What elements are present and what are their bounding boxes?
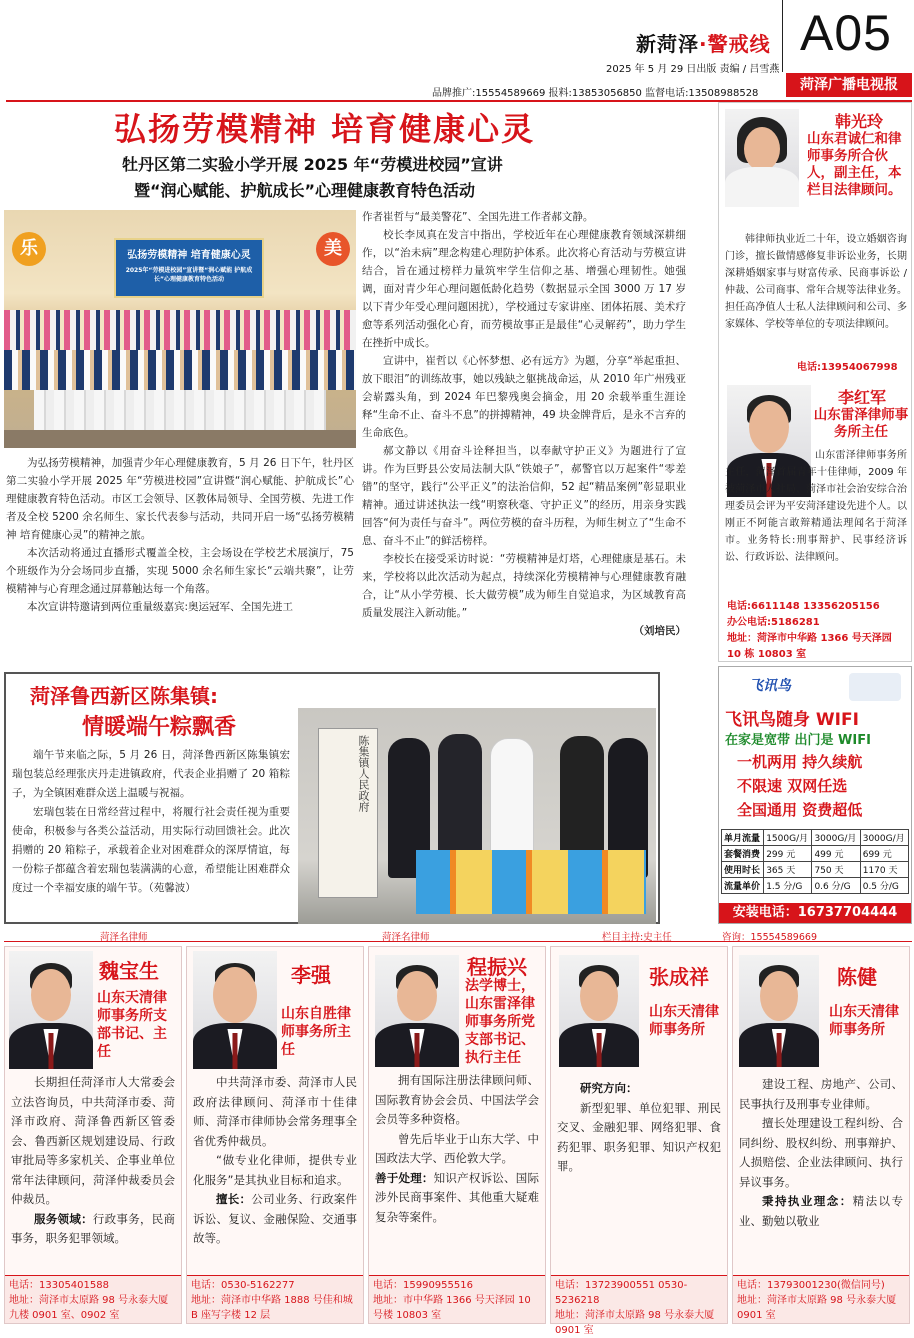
lawyer-name: 陈健 — [837, 965, 877, 989]
lawyer-name: 张成祥 — [649, 965, 709, 989]
lead-photo — [4, 210, 356, 448]
photo-crowd-row-1 — [4, 310, 356, 350]
ad-install-phone: 安装电话：16737704444 — [719, 903, 911, 923]
ad-slogan-1: 在家是宽带 出门是 WIFI — [725, 733, 871, 748]
ad-slogan-2: 一机两用 持久续航 — [737, 753, 863, 771]
avatar — [739, 955, 819, 1067]
photo-banner: 弘扬劳模精神 培育健康心灵 2025年“劳模进校园”宣讲暨“润心赋能 护航成长”心理健康教育特色活动 — [114, 238, 264, 298]
second-title-1: 菏泽鲁西新区陈集镇: — [30, 684, 218, 708]
sidebar-lawyer-bio-1: 韩律师执业近二十年，设立婚姻咨询门诊，擅长做情感修复非诉讼业务，长期深耕婚姻家事与财富传承、民商事诉讼 / 仲裁、公司商事、常年合规等法律业务。担任高净值人士私人法律顾问和公司、多家媒体、学校等单位的专项法律顾问。 — [725, 234, 907, 330]
lawyer-contact: 电话：15990955516 地址：市中华路 1366 号天泽园 10 号楼 10803 室 — [369, 1275, 545, 1323]
lawyer-card — [4, 946, 182, 1324]
lawyer-name: 李强 — [291, 963, 331, 987]
lawyer-bio: 拥有国际注册法律顾问师、国际教育协会会员、中国法学会会员等多种资格。 曾先后毕业于山东大学、中国政法大学、西伦敦大学。 善于处理：知识产权诉讼、国际涉外民商事案件、其他重大疑难复杂等案件。 — [375, 1073, 540, 1224]
lawyer-card — [186, 946, 364, 1324]
lead-headline: 弘扬劳模精神 培育健康心灵 — [114, 110, 536, 148]
sidebar-lawyer-name-1: 韩光玲 — [834, 112, 883, 131]
ad-slogan-4: 全国通用 资费超低 — [737, 801, 863, 819]
masthead-contacts: 品牌推广:15554589669 报料:13853056850 监督电话:13508988528 — [432, 88, 759, 99]
sidebar-lawyer-title-1: 山东君诚仁和律师事务所合伙人，副主任，本栏目法律顾问。 — [807, 131, 902, 198]
photo-floor — [4, 430, 356, 448]
lawyer-name: 魏宝生 — [99, 959, 159, 983]
lawyer-bio: 中共菏泽市委、菏泽市人民政府法律顾问、菏泽市十佳律师、菏泽市律师协会常务理事全省优秀仲裁员。 “做专业化律师，提供专业化服务”是其执业目标和追求。 擅长：公司业务、行政案件诉讼、复议、金融保险、交通事故等。 — [193, 1075, 358, 1245]
lead-body-right: 作者崔哲与“最美警花”、全国先进工作者郝文静。 校长李凤真在发言中指出，学校近年在心理健康教育领域深耕细作，以“治未病”理念构建心理防护体系。此次将心育活动与劳模宣讲结合，旨在通过榜样力量筑牢学生信仰之基、增强心理韧性。她强调，面对青少年心理问题低龄化趋势（数据显示全国 3000 万 17 岁以下青少年受心理问题困扰），学校通过专家讲座、团体拓展、美术疗愈等系列活动强化心育，而劳模故事正是最佳“心灵解药”，助力学生在挫折中成长。 宣讲中，崔哲以《心怀梦想、必有远方》为题，分享“举起重担、放下眼泪”的训练故事，她以残缺之躯挑战命运，从 2010 年广州残亚会崭露头角，到 2024 年巴黎残奥会摘金，用 20 余载举重生涯诠释“生命不止、奋斗不息”的拼搏精神，49 块金牌背后，是永不言弃的生命底色。 郝文静以《用奋斗诠释担当，以奉献守护正义》为题进行了宣讲。作为巨野县公安局法制大队“铁娘子”，郝警官以万起案件“零差错”的坚守，践行“公平正义”的法治信仰，52 起“精品案例”彰显职业精神。通过讲述执法一线“明察秋毫、守护正义”的经历，用亲身实践回答“何为责任与奋斗”。两位劳模的奋斗历程，为师生树立了“生命不息、奋斗不止”的鲜活榜样。 李校长在接受采访时说：“劳模精神是灯塔，心理健康是基石。未来，学校将以此次活动为起点，持续深化劳模精神与心理健康教育融合，让“从小学劳模、长大做劳模”成为师生自觉追求，为区域教育高质量发展注入新动能。” （刘培民） — [362, 208, 686, 666]
second-body: 端午节来临之际，5 月 26 日，菏泽鲁西新区陈集镇宏瑞包装总经理张庆丹走进镇政府，代表企业捐赠了 20 箱粽子，为全镇困难群众送上温暖与祝福。 宏瑞包装在日常经营过程中，将履行社会责任视为重要使命，积极参与各类公益活动，用实际行动回馈社会。此次捐赠的 20 箱粽子，承载着企业对困难群众的深厚情谊，每一份粽子都蕴含着宏瑞包装满满的心意，希望能让困难群众度过一个幸福安康的端午节。（苑馨波） — [12, 749, 290, 894]
lawyer-bio: 长期担任菏泽市人大常委会立法咨询员，中共菏泽市委、菏泽市政府、菏泽鲁西新区管委会、鲁西新区规划建设局、行政审批局等多家机关、企事业单位常年法律顾问，菏泽仲裁委员会仲裁员。 服务领域：行政事务，民商事务，职务犯罪领域。 — [11, 1075, 176, 1245]
lawyer-title: 法学博士，山东雷泽律师事务所党支部书记、执行主任 — [465, 978, 535, 1066]
lawyer-contact: 电话：13723900551 0530-5236218 地址：菏泽市太原路 98 号永泰大厦 0901 室 — [551, 1275, 727, 1323]
second-article — [4, 672, 660, 924]
lawyer-title: 山东天清律师事务所支部书记、主任 — [97, 990, 167, 1060]
ad-logo: 飞讯鸟 — [749, 678, 791, 694]
bottom-column-header: 菏泽名律师 菏泽名律师 栏目主持:史主任 咨询：15554589669 — [4, 928, 912, 942]
lead-subtitle-2: 暨“润心赋能、护航成长”心理健康教育特色活动 — [134, 181, 476, 200]
sidebar-lawyer-title-2: 山东雷泽律师事务所主任 — [813, 407, 909, 440]
table-row: 使用时长 365 天 750 天 1170 天 — [722, 862, 909, 878]
avatar — [9, 951, 93, 1069]
ad-slogan-3: 不限速 双网任选 — [737, 777, 848, 795]
sidebar-lawyer-contact-2: 电话:6611148 13356205156 办公电话:5186281 地址：菏泽市中华路 1366 号天泽园 10 栋 10803 室 — [727, 601, 892, 660]
photo-char-left: 乐 — [12, 232, 46, 266]
avatar — [375, 955, 459, 1067]
ad-price-table — [721, 829, 909, 894]
sidebar-lawyers — [718, 102, 912, 662]
edition-line: 2025 年 5 月 29 日出版 责编 / 吕雪燕 — [606, 64, 780, 75]
lead-body-left: 为弘扬劳模精神，加强青少年心理健康教育，5 月 26 日下午，牡丹区第二实验小学开展 2025 年“劳模进校园”宣讲暨“润心赋能、护航成长”心理健康教育特色活动。市区工会领导、区教体局领导、全国劳模、先进工作者及全校 5200 余名师生、家长代表参与活动，共同开启一场“弘扬劳模精神 培育健康心灵”的精神之旅。 本次活动将通过直播形式覆盖全校，主会场设在学校艺术展演厅，75 个班级作为分会场同步直播，实现 5000 余名师生家长“云端共聚”，让劳模精神与心育理念通过屏幕触达每一个角落。 本次宣讲特邀请到两位重量级嘉宾:奥运冠军、全国先进工 — [6, 457, 354, 613]
table-row: 套餐消费 299 元 499 元 699 元 — [722, 846, 909, 862]
lawyer-title: 山东自胜律师事务所主任 — [281, 1006, 351, 1058]
wifi-device-icon — [849, 673, 901, 701]
lawyer-contact: 电话：0530-5162277 地址：菏泽市中华路 1888 号佳和城 B 座写字楼 12 层 — [187, 1275, 363, 1323]
avatar — [559, 955, 639, 1067]
masthead-divider — [782, 0, 783, 72]
page-number: A05 — [800, 5, 892, 61]
lawyer-card — [550, 946, 728, 1336]
lawyer-card — [732, 946, 910, 1324]
photo-crowd-row-2 — [4, 350, 356, 390]
lawyer-bio: 研究方向： 新型犯罪、单位犯罪、刑民交叉、金融犯罪、网络犯罪、食药犯罪、职务犯罪、知识产权犯罪。 — [557, 1081, 721, 1173]
lead-subtitle-1: 牡丹区第二实验小学开展 2025 年“劳模进校园”宣讲 — [122, 155, 503, 174]
lawyer-contact: 电话：13793001230(微信同号) 地址：菏泽市太原路 98 号永泰大厦 0901 室 — [733, 1275, 909, 1323]
lawyer-contact: 电话：13305401588 地址：菏泽市太原路 98 号永泰大厦九楼 0901 室、0902 室 — [5, 1275, 181, 1323]
section-name: 新菏泽·警戒线 — [636, 32, 771, 56]
brand-banner: 菏泽广播电视报 — [786, 73, 912, 97]
sidebar-lawyer-phone-1: 电话:13954067998 — [797, 362, 898, 373]
sidebar-lawyer-bio-2: 山东雷泽律师事务所主任，菏泽首届青年十佳律师，2009 年被菏泽市人社局、菏泽市社会治安综合治理委员会评为平安菏泽建设先进个人。以刚正不阿能言敢辩精通法理闻名于菏泽市。业务特长:刑事辩护、民事经济诉讼、行政诉讼、法律顾问。 — [725, 450, 907, 563]
lead-byline: （刘培民） — [633, 625, 686, 637]
sign-board: 陈集镇人民政府 — [318, 728, 378, 898]
lawyer-title: 山东天清律师事务所 — [649, 1004, 719, 1038]
lawyer-title: 山东天清律师事务所 — [829, 1004, 899, 1038]
table-row: 流量单价 1.5 分/G 0.6 分/G 0.5 分/G — [722, 878, 909, 894]
avatar — [725, 109, 799, 207]
lawyer-name: 程振兴 — [467, 955, 527, 979]
second-title-2: 情暖端午粽飘香 — [82, 715, 237, 740]
photo-char-right: 美 — [316, 232, 350, 266]
table-row: 单月流量 1500G/月 3000G/月 3000G/月 — [722, 830, 909, 846]
lawyer-bio: 建设工程、房地产、公司、民事执行及刑事专业律师。 擅长处理建设工程纠纷、合同纠纷、股权纠纷、刑事辩护、人损赔偿、企业法律顾问、执行异议事务。 秉持执业理念：精法以专业、勤勉以敬业 — [739, 1077, 904, 1228]
lawyer-card — [368, 946, 546, 1324]
photo-crowd-row-3 — [34, 390, 326, 430]
wifi-ad — [718, 666, 912, 924]
avatar — [193, 951, 277, 1069]
zongzi-boxes — [416, 850, 646, 914]
ad-title: 飞讯鸟随身 WIFI — [725, 710, 859, 730]
second-photo — [298, 708, 656, 924]
sidebar-lawyer-name-2: 李红军 — [837, 388, 886, 407]
